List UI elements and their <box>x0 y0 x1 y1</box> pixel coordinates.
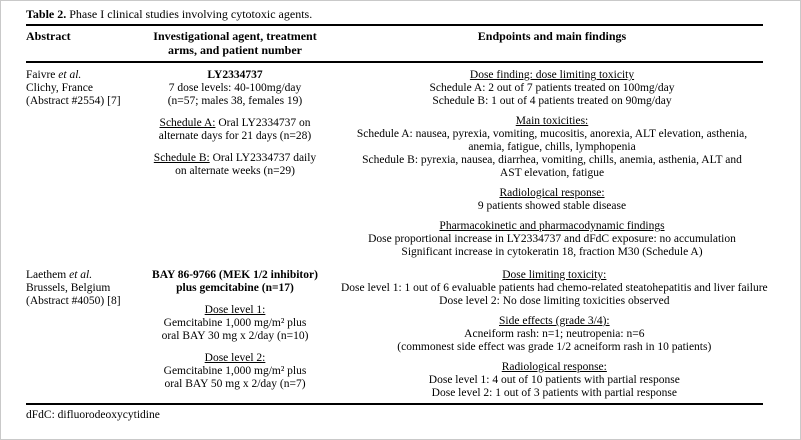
endpoint-heading: Side effects (grade 3/4): <box>499 315 610 327</box>
schedule-b-label: Schedule B: <box>153 152 210 164</box>
column-header-agent-line1: Investigational agent, treatment <box>153 29 317 43</box>
endpoint-line: Dose level 1: 4 out of 10 patients with partial response <box>428 374 680 386</box>
et-al: et al. <box>69 269 93 281</box>
endpoint-section-pharmacokinetics <box>341 220 763 259</box>
table-body <box>26 63 768 405</box>
endpoint-heading: Dose limiting toxicity: <box>502 269 607 281</box>
endpoints-cell <box>341 69 763 259</box>
endpoint-line: Acneiform rash: n=1; neutropenia: n=6 <box>464 328 645 340</box>
endpoint-line: Dose level 2: 1 out of 3 patients with partial response <box>431 387 677 399</box>
column-header-agent <box>129 29 341 57</box>
dose-level-2-line2: oral BAY 50 mg x 2/day (n=7) <box>164 378 306 390</box>
schedule-b-text: Oral LY2334737 daily <box>209 152 317 164</box>
endpoint-section-side-effects <box>341 315 768 354</box>
table-header-row <box>26 26 763 63</box>
endpoint-section-dose-finding <box>341 69 763 108</box>
table-footnote: dFdC: difluorodeoxycytidine <box>26 409 160 421</box>
agent-name-line2: plus gemcitabine (n=17) <box>176 282 294 294</box>
study-row-laethem <box>26 269 768 400</box>
dose-level-1-block <box>129 304 341 343</box>
endpoint-line: Dose level 2: No dose limiting toxicities observed <box>439 295 670 307</box>
endpoint-heading: Radiological response: <box>499 187 605 199</box>
schedule-a-label: Schedule A: <box>159 117 216 129</box>
column-header-endpoints: Endpoints and main findings <box>477 29 627 43</box>
endpoint-line: anemia, fatigue, chills, lymphopenia <box>468 141 636 153</box>
endpoint-line: Significant increase in cytokeratin 18, fraction M30 (Schedule A) <box>401 246 703 258</box>
endpoint-line: Schedule A: 2 out of 7 patients treated on 100mg/day <box>429 82 675 94</box>
table-caption-text: Phase I clinical studies involving cytotoxic agents. <box>66 7 313 21</box>
agent-cell <box>129 69 341 259</box>
schedule-a-block <box>129 117 341 143</box>
column-header-agent-line2: arms, and patient number <box>167 43 302 57</box>
endpoint-heading: Pharmacokinetic and pharmacodynamic findings <box>439 220 665 232</box>
abstract-authors: Laethem et al. <box>26 269 93 281</box>
agent-name: LY2334737 <box>207 69 263 81</box>
endpoint-line: AST elevation, fatigue <box>499 167 605 179</box>
dose-level-2-block <box>129 352 341 391</box>
endpoint-line: Dose level 1: 1 out of 6 evaluable patients had chemo-related steatohepatitis and liver failure <box>341 282 768 294</box>
agent-name-line1: BAY 86-9766 (MEK 1/2 inhibitor) <box>152 269 318 281</box>
schedule-b-text-line2: on alternate weeks (n=29) <box>175 165 295 177</box>
agent-patient-count: (n=57; males 38, females 19) <box>167 95 303 107</box>
abstract-ref: (Abstract #2554) [7] <box>26 95 121 107</box>
endpoint-section-dose-limiting-toxicity <box>341 269 768 308</box>
endpoint-heading: Radiological response: <box>501 361 607 373</box>
schedule-a-text: Oral LY2334737 on <box>215 117 311 129</box>
agent-dose-levels: 7 dose levels: 40-100mg/day <box>168 82 302 94</box>
endpoint-line: Schedule A: nausea, pyrexia, vomiting, mucositis, anorexia, ALT elevation, asthenia, <box>356 128 748 140</box>
dose-level-1-line2: oral BAY 30 mg x 2/day (n=10) <box>161 330 309 342</box>
schedule-b-block <box>129 152 341 178</box>
endpoint-line: Dose proportional increase in LY2334737 and dFdC exposure: no accumulation <box>368 233 736 245</box>
table-caption-label: Table 2. <box>26 7 67 21</box>
endpoint-heading: Dose finding: dose limiting toxicity <box>469 69 635 81</box>
endpoint-line: Schedule B: 1 out of 4 patients treated on 90mg/day <box>432 95 672 107</box>
endpoint-section-radiological-response <box>341 187 763 213</box>
abstract-ref: (Abstract #4050) [8] <box>26 295 121 307</box>
abstract-cell <box>26 69 129 259</box>
abstract-location: Brussels, Belgium <box>26 282 111 294</box>
dose-level-2-line1: Gemcitabine 1,000 mg/m² plus <box>163 365 307 377</box>
endpoint-line: 9 patients showed stable disease <box>477 200 627 212</box>
agent-cell <box>129 269 341 400</box>
abstract-location: Clichy, France <box>26 82 93 94</box>
table-caption <box>26 7 763 26</box>
abstract-authors: Faivre et al. <box>26 69 82 81</box>
endpoints-cell <box>341 269 768 400</box>
et-al: et al. <box>58 69 82 81</box>
study-row-faivre <box>26 69 763 259</box>
abstract-cell <box>26 269 129 400</box>
endpoint-line: (commonest side effect was grade 1/2 acneiform rash in 10 patients) <box>397 341 712 353</box>
column-header-abstract: Abstract <box>26 29 71 43</box>
schedule-a-text-line2: alternate days for 21 days (n=28) <box>158 130 312 142</box>
dose-level-1-label: Dose level 1: <box>204 304 266 316</box>
dose-level-1-line1: Gemcitabine 1,000 mg/m² plus <box>163 317 307 329</box>
dose-level-2-label: Dose level 2: <box>204 352 266 364</box>
endpoint-section-radiological-response <box>341 361 768 400</box>
endpoint-section-main-toxicities <box>341 115 763 180</box>
endpoint-line: Schedule B: pyrexia, nausea, diarrhea, vomiting, chills, anemia, asthenia, ALT and <box>362 154 742 166</box>
endpoint-heading: Main toxicities: <box>515 115 589 127</box>
